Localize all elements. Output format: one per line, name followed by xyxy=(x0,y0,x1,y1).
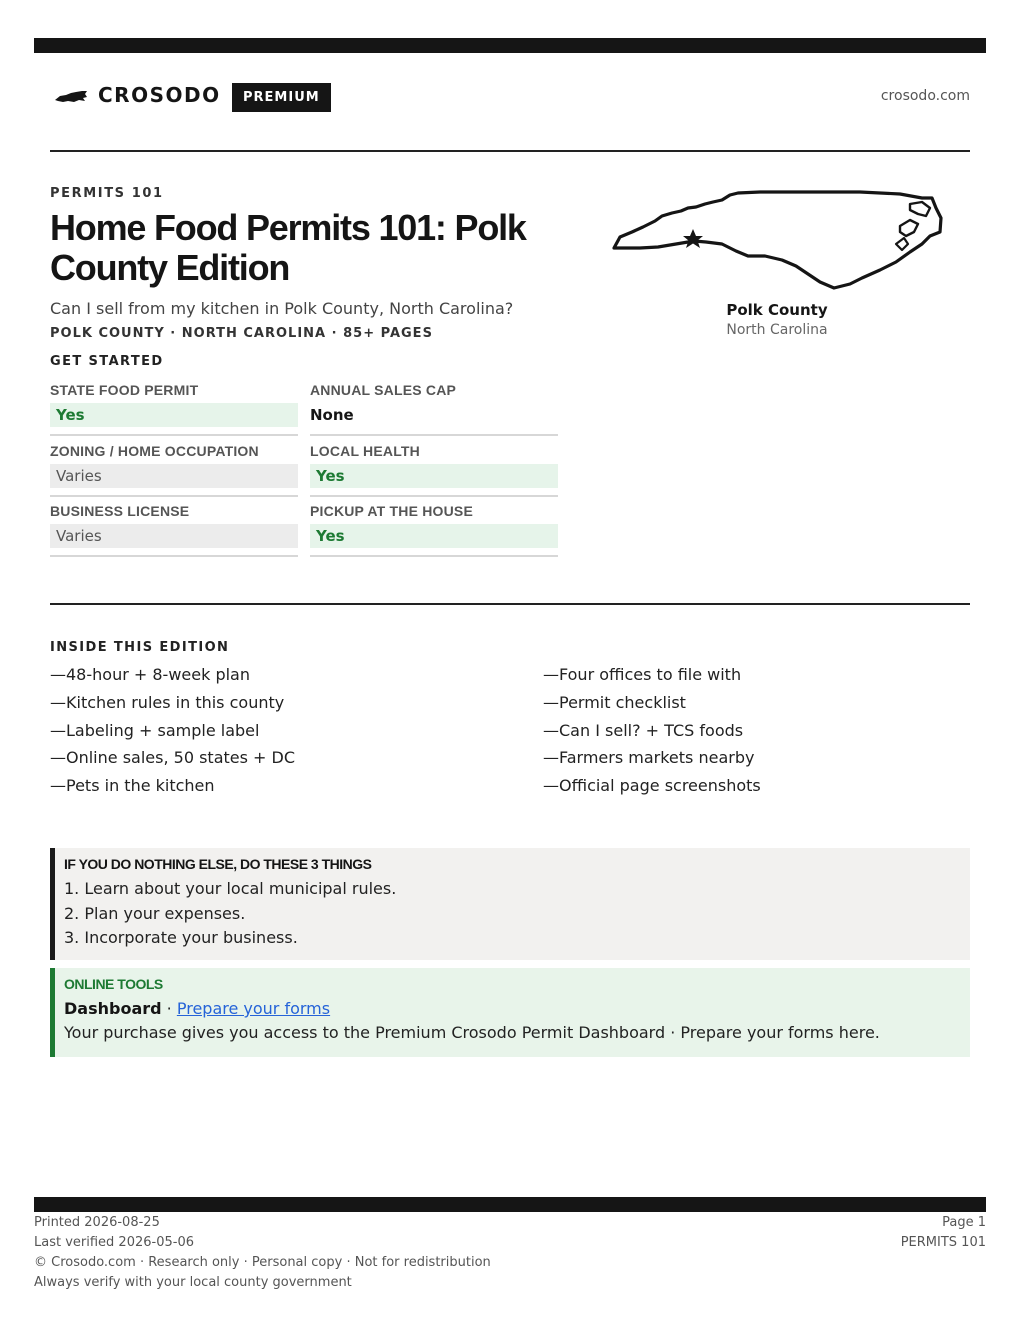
must-do-item: 2. Plan your expenses. xyxy=(64,903,246,923)
header xyxy=(50,80,970,114)
toc-item: —48-hour + 8-week plan xyxy=(50,665,250,684)
toc-item: —Online sales, 50 states + DC xyxy=(50,748,296,767)
fact-label: BUSINESS LICENSE xyxy=(50,503,190,519)
must-do-callout xyxy=(50,848,970,960)
crosodo-logo-icon xyxy=(54,89,88,105)
must-do-heading: IF YOU DO NOTHING ELSE, DO THESE 3 THINGS xyxy=(64,856,372,872)
toc-item: —Farmers markets nearby xyxy=(543,748,755,767)
fact-value: Varies xyxy=(50,524,298,548)
footer-right xyxy=(901,1213,986,1253)
inside-edition-heading: INSIDE THIS EDITION xyxy=(50,640,230,655)
toc-item: —Can I sell? + TCS foods xyxy=(543,721,744,740)
toc-item: —Four offices to file with xyxy=(543,665,742,684)
toc-item: —Pets in the kitchen xyxy=(50,776,215,795)
fact-business-license xyxy=(50,503,298,557)
fact-label: ANNUAL SALES CAP xyxy=(310,382,457,398)
page-title: Home Food Permits 101: Polk County Edition xyxy=(50,207,526,288)
must-do-list xyxy=(64,877,970,951)
fact-local-health xyxy=(310,443,558,497)
must-do-item: 3. Incorporate your business. xyxy=(64,928,298,947)
fact-value: None xyxy=(310,406,354,424)
fact-state-food-permit xyxy=(50,382,298,436)
fact-annual-sales-cap xyxy=(310,382,558,436)
fact-value: Varies xyxy=(50,464,298,488)
fact-pickup-at-house xyxy=(310,503,558,557)
fact-value: Yes xyxy=(310,524,558,548)
tools-description: Your purchase gives you access to the Premium Crosodo Permit Dashboard · Prepare your forms here. xyxy=(64,1023,880,1042)
tools-row xyxy=(64,999,970,1018)
must-do-item: 1. Learn about your local municipal rules. xyxy=(64,879,397,898)
section-kicker: PERMITS 101 xyxy=(50,186,164,201)
page-subtitle: Can I sell from my kitchen in Polk County, North Carolina? xyxy=(50,299,514,318)
bottom-bar xyxy=(34,1197,986,1212)
site-url[interactable]: crosodo.com xyxy=(880,88,970,104)
map-state: North Carolina xyxy=(726,322,828,338)
copyright-notice: © Crosodo.com · Research only · Personal copy · Not for redistribution xyxy=(34,1255,491,1270)
fact-value: Yes xyxy=(50,403,298,427)
fact-label: PICKUP AT THE HOUSE xyxy=(310,503,474,519)
top-bar xyxy=(34,38,986,53)
get-started-heading: GET STARTED xyxy=(50,354,164,369)
fact-label: LOCAL HEALTH xyxy=(310,443,420,459)
map-caption xyxy=(676,301,878,338)
toc-item: —Official page screenshots xyxy=(543,776,761,795)
verified-date: Last verified 2026-05-06 xyxy=(34,1235,194,1250)
footer-left xyxy=(34,1213,491,1293)
fact-zoning xyxy=(50,443,298,497)
map-county: Polk County xyxy=(726,301,828,319)
county-star-icon xyxy=(683,229,703,248)
footer-section: PERMITS 101 xyxy=(900,1235,986,1250)
tools-separator: · xyxy=(161,999,177,1018)
online-tools-callout xyxy=(50,968,970,1057)
brand-name: CROSODO xyxy=(98,83,221,107)
section-divider xyxy=(50,603,970,605)
printed-date: Printed 2026-08-25 xyxy=(34,1215,160,1230)
toc-item: —Labeling + sample label xyxy=(50,721,260,740)
fact-label: STATE FOOD PERMIT xyxy=(50,382,199,398)
premium-badge: PREMIUM xyxy=(232,83,331,112)
toc-item: —Permit checklist xyxy=(543,693,686,712)
page-number: Page 1 xyxy=(942,1215,986,1230)
fact-value: Yes xyxy=(310,464,558,488)
header-divider xyxy=(50,150,970,152)
prepare-forms-link[interactable]: Prepare your forms xyxy=(176,999,331,1018)
toc-item: —Kitchen rules in this county xyxy=(50,693,285,712)
fact-label: ZONING / HOME OCCUPATION xyxy=(50,443,259,459)
online-tools-heading: ONLINE TOOLS xyxy=(64,976,163,992)
north-carolina-map-icon xyxy=(610,186,944,294)
verify-notice: Always verify with your local county government xyxy=(34,1275,352,1290)
edition-meta: POLK COUNTY · NORTH CAROLINA · 85+ PAGES xyxy=(50,326,433,341)
dashboard-label: Dashboard xyxy=(64,999,162,1018)
